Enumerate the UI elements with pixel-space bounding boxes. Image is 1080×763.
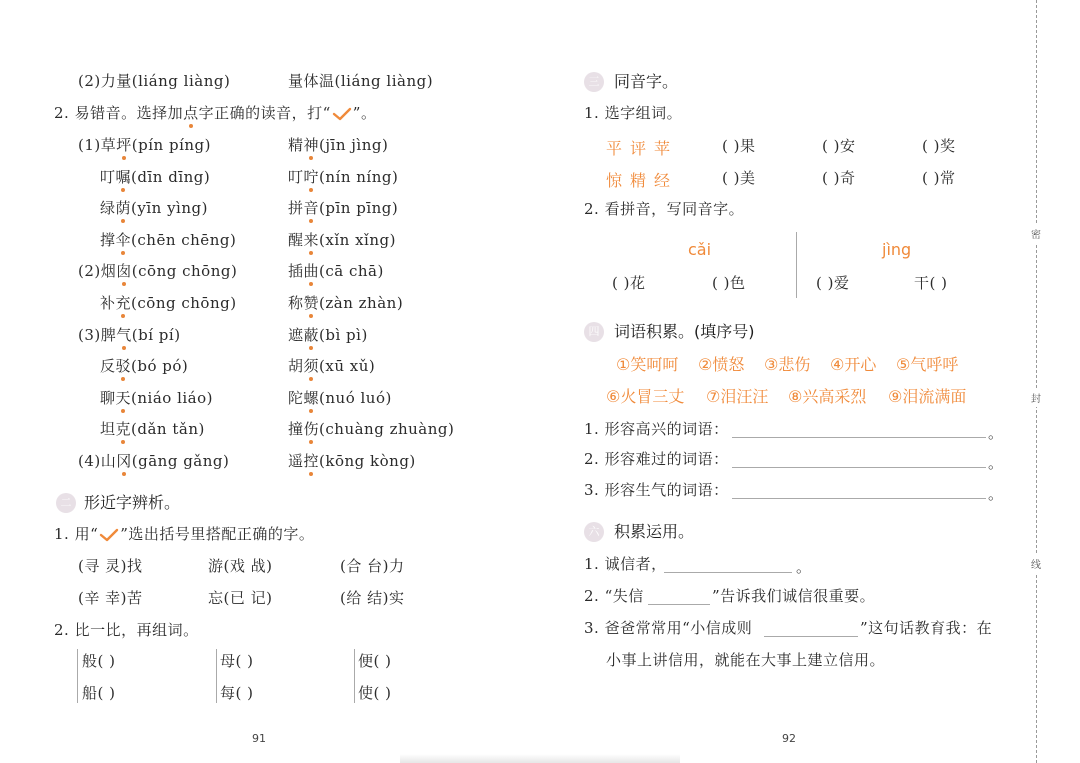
period: 。 (988, 485, 1004, 503)
binding-dashed-line (1036, 0, 1037, 763)
question-1: 1. 选字组词。 (584, 104, 683, 122)
word-option: ⑨泪流满面 (888, 387, 967, 406)
pronunciation-item[interactable]: 聊天(niáo liáo) (100, 389, 214, 407)
check-icon (332, 107, 352, 121)
pronunciation-item[interactable]: 精神(jīn jìng) (288, 136, 389, 154)
pronunciation-item[interactable]: (3)脾气(bí pí) (78, 326, 181, 344)
choose-item: (辛 幸)苦 (78, 589, 143, 607)
pronunciation-item[interactable]: 插曲(cā chā) (288, 262, 384, 280)
pronunciation-item[interactable]: 胡须(xū xǔ) (288, 357, 376, 375)
pronunciation-item[interactable]: 遥控(kōng kòng) (288, 452, 416, 470)
pronunciation-item[interactable]: 遮蔽(bì pì) (288, 326, 368, 344)
word-blank[interactable]: ( )奖 (922, 137, 956, 155)
section-3-icon: 三 (584, 72, 604, 92)
compare-blank[interactable]: 每( ) (220, 684, 254, 702)
word-option: ②愤怒 (698, 355, 745, 374)
word-blank[interactable]: ( )安 (822, 137, 856, 155)
use-item-3-cont: 小事上讲信用，就能在大事上建立信用。 (606, 651, 886, 669)
use-item-3-end: ”这句话教育我：在 (860, 619, 993, 637)
edge-label-xian: 线 (1031, 554, 1041, 573)
choose-item: (合 台)力 (340, 557, 405, 575)
section-4-icon: 四 (584, 322, 604, 342)
bracket-line (77, 649, 78, 703)
word-blank[interactable]: ( )奇 (822, 169, 856, 187)
pronunciation-item[interactable]: 叮嘱(dīn dīng) (100, 168, 211, 186)
word-blank[interactable]: ( )美 (722, 169, 756, 187)
pronunciation-item[interactable]: 撑伞(chēn chēng) (100, 231, 237, 249)
pinyin-jing: jìng (882, 240, 912, 259)
pronunciation-item[interactable]: 反驳(bó pó) (100, 357, 189, 375)
compare-blank[interactable]: 使( ) (358, 684, 392, 702)
use-item-3-start: 3. 爸爸常常用“小信成则 (584, 619, 753, 637)
answer-line[interactable] (648, 604, 710, 605)
divider-line (796, 232, 797, 298)
use-item-2-end: ”告诉我们诚信很重要。 (712, 587, 876, 605)
section-2-icon: 二 (56, 493, 76, 513)
word-option: ⑤气呼呼 (896, 355, 959, 374)
section-5-title: 积累运用。 (614, 522, 695, 541)
pinyin-cai: cǎi (688, 240, 712, 259)
page-number-left: 91 (252, 732, 266, 745)
question-1-title: 1. 用“ ”选出括号里搭配正确的字。 (54, 525, 315, 543)
pronunciation-item[interactable]: 绿荫(yīn yìng) (100, 199, 208, 217)
pronunciation-item[interactable]: 陀螺(nuó luó) (288, 389, 392, 407)
word-blank[interactable]: ( )常 (922, 169, 956, 187)
pronunciation-item[interactable]: 醒来(xǐn xǐng) (288, 231, 396, 249)
pronunciation-item[interactable]: 称赞(zàn zhàn) (288, 294, 404, 312)
page-number-right: 92 (782, 732, 796, 745)
word-option: ⑦泪汪汪 (706, 387, 769, 406)
use-item-1: 1. 诚信者， (584, 555, 667, 573)
section-2-title: 形近字辨析。 (84, 493, 181, 512)
homophone-blank[interactable]: ( )花 (612, 274, 646, 292)
pronunciation-item[interactable]: 拼音(pīn pīng) (288, 199, 399, 217)
pronunciation-item[interactable]: 叮咛(nín níng) (288, 168, 399, 186)
compare-blank[interactable]: 般( ) (82, 652, 116, 670)
word-option: ⑥火冒三丈 (606, 387, 685, 406)
edge-label-feng: 封 (1031, 388, 1041, 407)
homophone-blank[interactable]: 干( ) (914, 274, 948, 292)
pronunciation-item[interactable]: 补充(cōng chōng) (100, 294, 237, 312)
period: 。 (796, 558, 812, 576)
pronunciation-item[interactable]: 撞伤(chuàng zhuàng) (288, 420, 455, 438)
question-2: 2. 看拼音，写同音字。 (584, 200, 745, 218)
word-option: ①笑呵呵 (616, 355, 679, 374)
choose-item: (寻 灵)找 (78, 557, 143, 575)
fill-prompt: 1. 形容高兴的词语： (584, 420, 729, 438)
section-5-icon: 六 (584, 522, 604, 542)
fill-prompt: 3. 形容生气的词语： (584, 481, 729, 499)
fill-prompt: 2. 形容难过的词语： (584, 450, 729, 468)
use-item-2-start: 2. “失信 (584, 587, 644, 605)
period: 。 (988, 424, 1004, 442)
bracket-line (354, 649, 355, 703)
word-option: ④开心 (830, 355, 877, 374)
char-group-1: 平评苹 (606, 139, 679, 158)
choose-item: 忘(已 记) (208, 589, 273, 607)
homophone-blank[interactable]: ( )爱 (816, 274, 850, 292)
check-icon (99, 528, 119, 542)
answer-line[interactable] (732, 498, 986, 499)
pronunciation-item[interactable]: (2)烟囱(cōng chōng) (78, 262, 238, 280)
compare-blank[interactable]: 便( ) (358, 652, 392, 670)
bracket-line (216, 649, 217, 703)
answer-line[interactable] (732, 467, 986, 468)
section-4-title: 词语积累。(填序号) (614, 322, 755, 341)
compare-blank[interactable]: 船( ) (82, 684, 116, 702)
question-2-compare: 2. 比一比，再组词。 (54, 621, 199, 639)
word-option: ⑧兴高采烈 (788, 387, 867, 406)
char-group-2: 惊精经 (606, 171, 679, 190)
question-2-title: 2. 易错音。选择加点字正确的读音，打“ ”。 (54, 104, 377, 122)
choose-item: 游(戏 战) (208, 557, 273, 575)
edge-label-mi: 密 (1031, 224, 1041, 243)
pronunciation-item[interactable]: (4)山冈(gāng gǎng) (78, 452, 230, 470)
section-3-title: 同音字。 (614, 72, 679, 91)
pronunciation-item[interactable]: 坦克(dǎn tǎn) (100, 420, 205, 438)
prev-item-left: (2)力量(liáng liàng) (78, 72, 231, 90)
homophone-blank[interactable]: ( )色 (712, 274, 746, 292)
page-fold-shadow (400, 754, 680, 763)
period: 。 (988, 454, 1004, 472)
answer-line[interactable] (732, 437, 986, 438)
choose-item: (给 结)实 (340, 589, 405, 607)
prev-item-right: 量体温(liáng liàng) (288, 72, 434, 90)
compare-blank[interactable]: 母( ) (220, 652, 254, 670)
word-blank[interactable]: ( )果 (722, 137, 756, 155)
answer-line[interactable] (764, 636, 858, 637)
word-option: ③悲伤 (764, 355, 811, 374)
answer-line[interactable] (664, 572, 792, 573)
pronunciation-item[interactable]: (1)草坪(pín píng) (78, 136, 211, 154)
